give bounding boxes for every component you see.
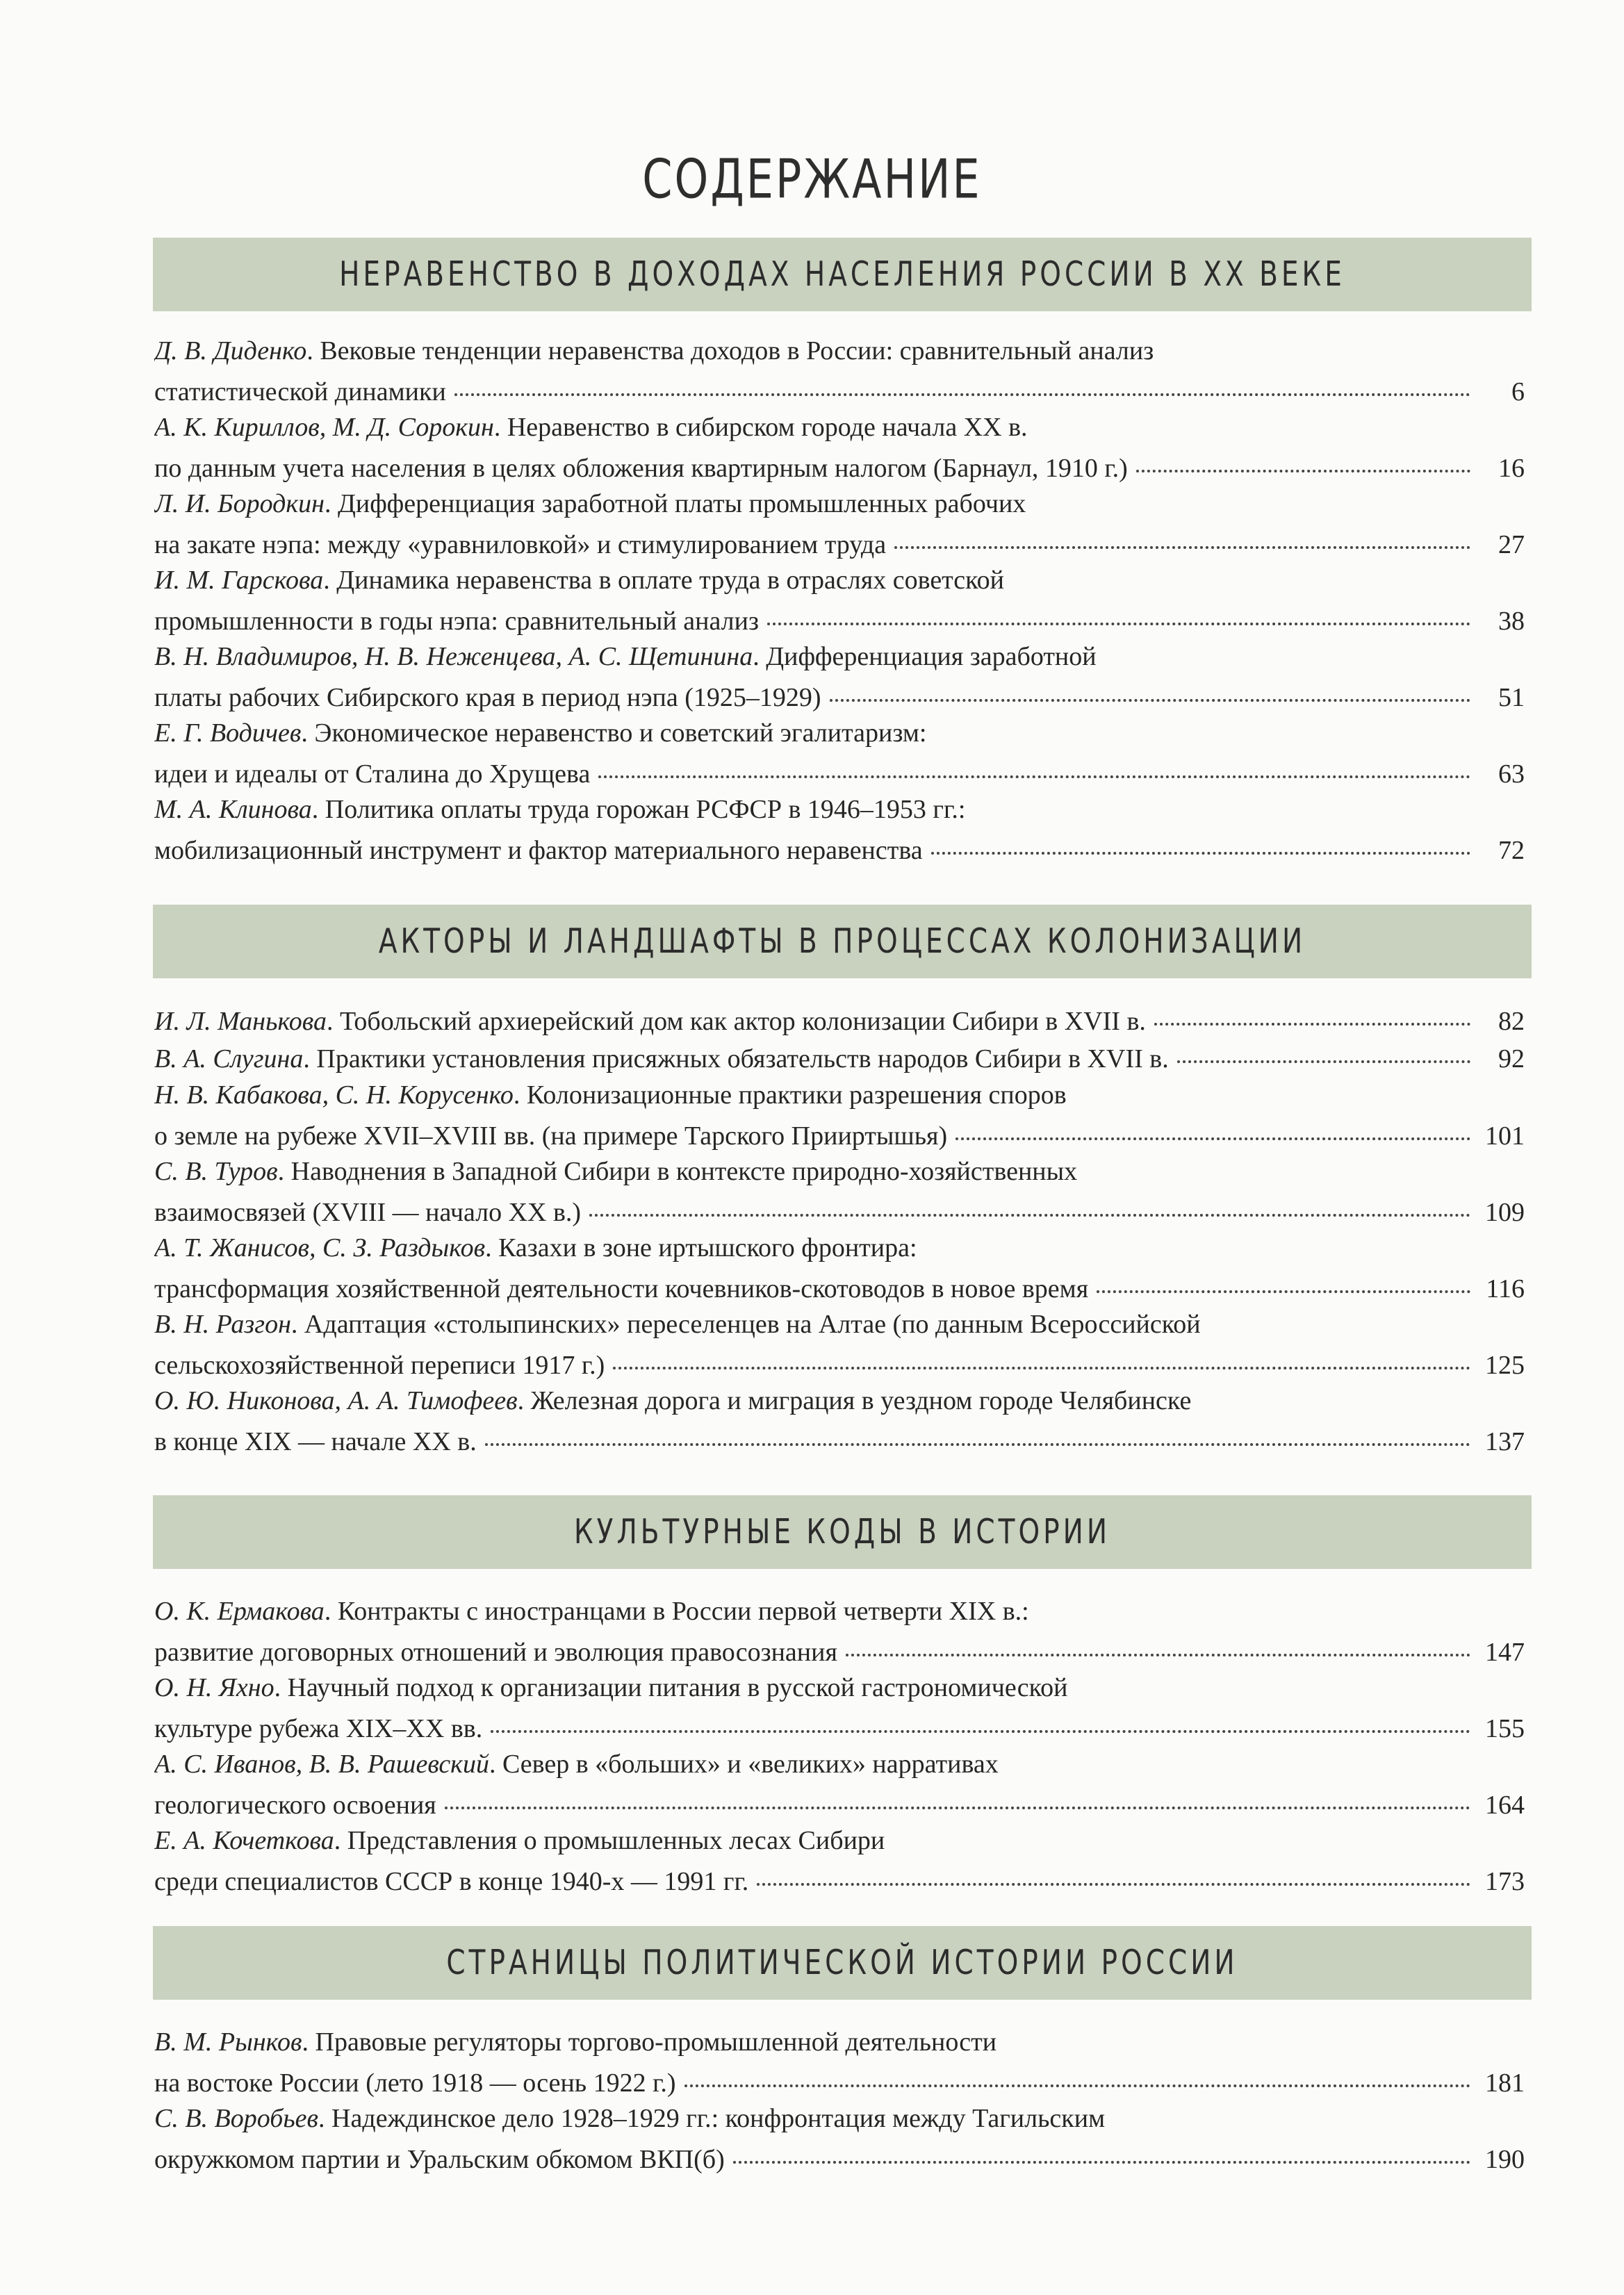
entry-page-number: 27	[1498, 530, 1525, 559]
entry-page-number: 190	[1485, 2145, 1525, 2174]
dot-leader	[1177, 1037, 1470, 1063]
entry-title-line1: . Север в «больших» и «великих» нарративах	[489, 1750, 999, 1779]
dot-leader	[830, 675, 1470, 702]
entry-page-number: 116	[1486, 1274, 1525, 1303]
section-header-colonization	[153, 905, 1532, 978]
dot-leader	[767, 599, 1470, 625]
toc-entry[interactable]	[154, 1037, 1533, 1074]
section-title: КУЛЬТУРНЫЕ КОДЫ В ИСТОРИИ	[573, 1512, 1111, 1552]
entry-page-number: 173	[1485, 1867, 1525, 1896]
toc-entry[interactable]	[154, 332, 1533, 407]
entry-title-line2: идеи и идеалы от Сталина до Хрущева	[154, 759, 591, 789]
entry-authors: И. Л. Манькова	[154, 1007, 327, 1036]
entry-page-number: 38	[1498, 607, 1525, 636]
toc-entry[interactable]	[154, 561, 1533, 636]
entry-page-number: 92	[1498, 1044, 1525, 1074]
toc-entry[interactable]	[154, 638, 1533, 713]
entry-title-line1: . Колонизационные практики разрешения споров	[513, 1080, 1067, 1110]
toc-entry[interactable]	[154, 1593, 1533, 1668]
entry-authors: Д. В. Диденко	[154, 336, 307, 365]
entry-authors: Е. Г. Водичев	[154, 718, 302, 748]
entry-title-line1: . Правовые регуляторы торгово-промышленной деятельности	[302, 2027, 997, 2057]
entry-authors: А. С. Иванов, В. В. Рашевский	[154, 1750, 489, 1779]
dot-leader	[485, 1420, 1470, 1446]
entry-page-number: 51	[1498, 683, 1525, 712]
entry-title-line2: окружкомом партии и Уральским обкомом ВКП(б)	[154, 2145, 725, 2174]
entry-title: . Практики установления присяжных обязательств народов Сибири в XVII в.	[303, 1044, 1169, 1074]
entry-title-line2: трансформация хозяйственной деятельности кочевников-скотоводов в новое время	[154, 1274, 1089, 1303]
page-title: СОДЕРЖАНИЕ	[642, 147, 982, 211]
toc-entry[interactable]	[154, 1669, 1533, 1744]
entry-page-number: 63	[1498, 759, 1525, 789]
entry-authors: М. А. Клинова	[154, 795, 312, 824]
entry-title-line2: сельскохозяйственной переписи 1917 г.)	[154, 1351, 605, 1380]
dot-leader	[1097, 1267, 1470, 1293]
entry-title-line1: . Дифференциация заработной	[753, 642, 1097, 671]
entry-title-line2: мобилизационный инструмент и фактор материального неравенства	[154, 836, 923, 865]
entry-title-line2: по данным учета населения в целях обложения квартирным налогом (Барнаул, 1910 г.)	[154, 454, 1128, 483]
entry-title-line2: среди специалистов СССР в конце 1940-х — 1991 гг.	[154, 1867, 749, 1896]
toc-entry[interactable]	[154, 1306, 1533, 1381]
entry-authors: Л. И. Бородкин	[154, 489, 325, 518]
dot-leader	[589, 1190, 1470, 1217]
section-title: АКТОРЫ И ЛАНДШАФТЫ В ПРОЦЕССАХ КОЛОНИЗАЦИИ	[378, 921, 1306, 962]
entry-title-line1: . Железная дорога и миграция в уездном городе Челябинске	[517, 1386, 1192, 1415]
dot-leader	[454, 370, 1470, 396]
entry-title-line2: платы рабочих Сибирского края в период нэпа (1925–1929)	[154, 683, 821, 712]
entry-page-number: 147	[1485, 1638, 1525, 1667]
entry-authors: В. М. Рынков	[154, 2027, 302, 2057]
entry-page-number: 164	[1485, 1791, 1525, 1820]
toc-entry[interactable]	[154, 1076, 1533, 1151]
toc-entry[interactable]	[154, 1153, 1533, 1228]
dot-leader	[445, 1783, 1470, 1809]
toc-entry[interactable]	[154, 2023, 1533, 2098]
entry-authors: Е. А. Кочеткова	[154, 1826, 334, 1855]
dot-leader	[955, 1114, 1470, 1140]
entry-authors: В. Н. Владимиров, Н. В. Неженцева, А. С. Щетинина	[154, 642, 753, 671]
entry-title-line2: промышленности в годы нэпа: сравнительный анализ	[154, 607, 759, 636]
section-title: НЕРАВЕНСТВО В ДОХОДАХ НАСЕЛЕНИЯ РОССИИ В XX ВЕКЕ	[339, 254, 1345, 295]
entry-page-number: 155	[1485, 1714, 1525, 1743]
entry-authors: О. К. Ермакова	[154, 1597, 325, 1626]
toc-entry[interactable]	[154, 485, 1533, 560]
dot-leader	[931, 828, 1470, 855]
entry-title-line1: . Научный подход к организации питания в русской гастрономической	[274, 1673, 1068, 1702]
toc-entry[interactable]	[154, 1822, 1533, 1897]
entry-title-line1: . Надеждинское дело 1928–1929 гг.: конфронтация между Тагильским	[318, 2104, 1106, 2133]
toc-entry[interactable]	[154, 1745, 1533, 1820]
toc-entry[interactable]	[154, 1229, 1533, 1304]
entry-title-line2: о земле на рубеже XVII–XVIII вв. (на примере Тарского Прииртышья)	[154, 1121, 948, 1151]
entry-title-line2: на востоке России (лето 1918 — осень 1922 г.)	[154, 2068, 676, 2098]
entry-title-line1: . Неравенство в сибирском городе начала XX в.	[493, 413, 1028, 442]
toc-entry[interactable]	[154, 999, 1533, 1037]
entry-title-line1: . Экономическое неравенство и советский эгалитаризм:	[301, 718, 927, 748]
entry-title-line1: . Динамика неравенства в оплате труда в отраслях советской	[323, 566, 1004, 595]
toc-entry[interactable]	[154, 409, 1533, 484]
dot-leader	[1154, 999, 1470, 1026]
entry-page-number: 72	[1498, 836, 1525, 865]
dot-leader	[846, 1630, 1470, 1656]
entry-page-number: 16	[1498, 454, 1525, 483]
entry-title-line2: статистической динамики	[154, 377, 446, 406]
dot-leader	[894, 523, 1470, 549]
entry-authors: А. К. Кириллов, М. Д. Сорокин	[154, 413, 494, 442]
toc-entry[interactable]	[154, 714, 1533, 789]
entry-title: . Тобольский архиерейский дом как актор колонизации Сибири в XVII в.	[327, 1007, 1146, 1036]
dot-leader	[684, 2061, 1470, 2087]
entry-page-number: 82	[1498, 1007, 1525, 1036]
section-header-income-inequality	[153, 238, 1532, 311]
entry-authors: О. Ю. Никонова, А. А. Тимофеев	[154, 1386, 518, 1415]
entry-title-line2: геологического освоения	[154, 1791, 436, 1820]
entry-authors: С. В. Туров	[154, 1157, 278, 1186]
section-header-cultural-codes	[153, 1495, 1532, 1569]
entry-title-line1: . Вековые тенденции неравенства доходов в России: сравнительный анализ	[306, 336, 1154, 365]
section-title: СТРАНИЦЫ ПОЛИТИЧЕСКОЙ ИСТОРИИ РОССИИ	[446, 1943, 1238, 1983]
entry-authors: В. А. Слугина	[154, 1044, 304, 1074]
entry-title-line1: . Дифференциация заработной платы промышленных рабочих	[324, 489, 1026, 518]
entry-page-number: 125	[1485, 1351, 1525, 1380]
entry-authors: А. Т. Жанисов, С. З. Раздыков	[154, 1233, 486, 1262]
entry-page-number: 6	[1511, 377, 1525, 406]
dot-leader	[613, 1343, 1470, 1369]
dot-leader	[733, 2137, 1470, 2164]
dot-leader	[757, 1859, 1470, 1886]
entry-title-line1: . Казахи в зоне иртышского фронтира:	[485, 1233, 917, 1262]
dot-leader	[491, 1706, 1470, 1733]
entry-authors: С. В. Воробьев	[154, 2104, 319, 2133]
entry-authors: И. М. Гарскова	[154, 566, 324, 595]
entry-authors: О. Н. Яхно	[154, 1673, 274, 1702]
entry-title-line2: на закате нэпа: между «уравниловкой» и стимулированием труда	[154, 530, 887, 559]
entry-title-line2: взаимосвязей (XVIII — начало XX в.)	[154, 1198, 582, 1227]
entry-page-number: 181	[1485, 2068, 1525, 2098]
entry-page-number: 109	[1485, 1198, 1525, 1227]
entry-authors: В. Н. Разгон	[154, 1310, 291, 1339]
entry-authors: Н. В. Кабакова, С. Н. Корусенко	[154, 1080, 514, 1110]
toc-entry[interactable]	[154, 2100, 1533, 2175]
entry-page-number: 137	[1485, 1427, 1525, 1456]
entry-title-line1: . Наводнения в Западной Сибири в контексте природно-хозяйственных	[277, 1157, 1078, 1186]
entry-title-line2: культуре рубежа XIX–XX вв.	[154, 1714, 483, 1743]
dot-leader	[598, 752, 1470, 778]
toc-entry[interactable]	[154, 1382, 1533, 1457]
entry-page-number: 101	[1485, 1121, 1525, 1151]
entry-title-line2: развитие договорных отношений и эволюция правосознания	[154, 1638, 837, 1667]
dot-leader	[1136, 446, 1470, 472]
entry-title-line1: . Представления о промышленных лесах Сибири	[334, 1826, 885, 1855]
section-header-political-history	[153, 1926, 1532, 2000]
entry-title-line1: . Контракты с иностранцами в России первой четверти XIX в.:	[324, 1597, 1029, 1626]
entry-title-line2: в конце XIX — начале XX в.	[154, 1427, 477, 1456]
entry-title-line1: . Адаптация «столыпинских» переселенцев на Алтае (по данным Всероссийской	[290, 1310, 1201, 1339]
toc-entry[interactable]	[154, 791, 1533, 866]
entry-title-line1: . Политика оплаты труда горожан РСФСР в 1946–1953 гг.:	[311, 795, 966, 824]
